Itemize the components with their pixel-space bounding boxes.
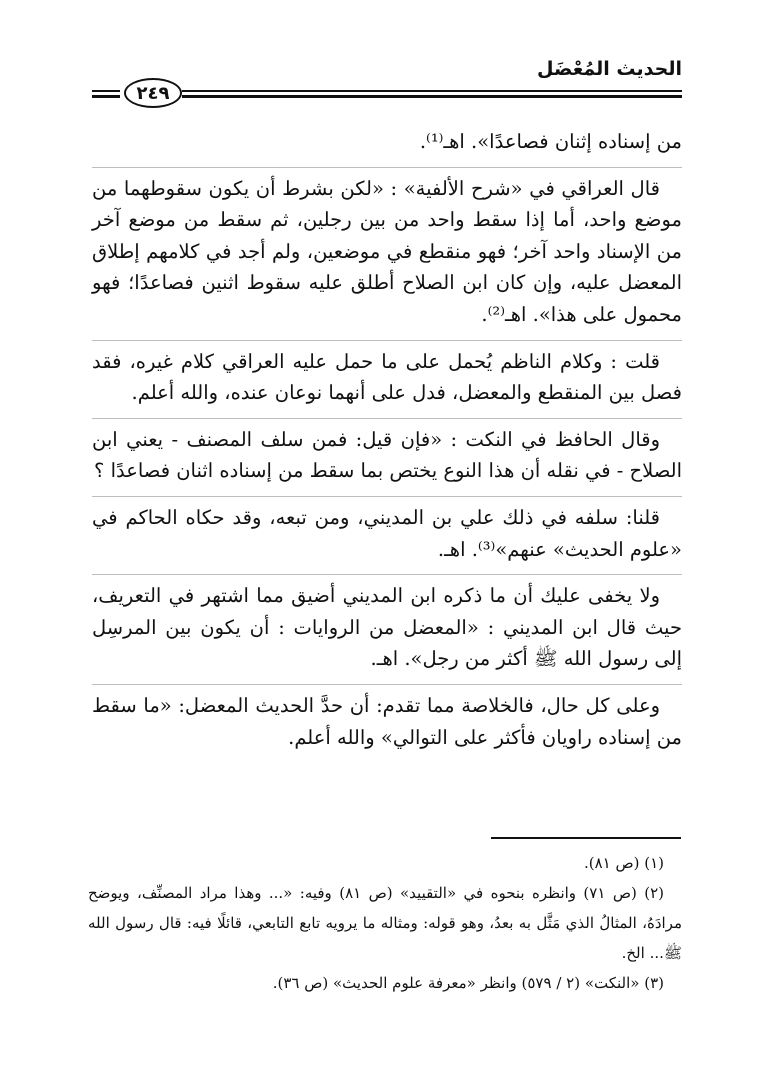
page-number: ٢٤٩ (124, 78, 182, 108)
paragraph: قال العراقي في «شرح الألفية» : «لكن بشرط أن يكون سقوطهما من موضع واحد، أما إذا سقط واحد من بين رجلين، ثم سقط من موضع آخر من الإسناد واحد آخر؛ فهو منقطع في موضعين، ولم أجد في كلامهم إطلاق المعضل عليه، وإن كان ابن الصلاح أطلق عليه سقوط اثنين فصاعدًا؛ فهو محمول على هذا». اهـ⁽²⁾. (92, 167, 682, 331)
footnote: (٣) «النكت» (٢ / ٥٧٩) وانظر «معرفة علوم الحديث» (ص ٣٦). (272, 974, 664, 992)
paragraph: وقال الحافظ في النكت : «فإن قيل: فمن سلف المصنف - يعني ابن الصلاح - في نقله أن هذا النوع يختص بما سقط من إسناده اثنان فصاعدًا ؟ (92, 418, 682, 487)
paragraph: قلنا: سلفه في ذلك علي بن المديني، ومن تبعه، وقد حكاه الحاكم في «علوم الحديث» عنهم»⁽³⁾. اهـ. (92, 496, 682, 565)
paragraph: وعلى كل حال، فالخلاصة مما تقدم: أن حدَّ الحديث المعضل: «ما سقط من إسناده راويان فأكثر على التوالي» والله أعلم. (92, 684, 682, 753)
paragraph: من إسناده إثنان فصاعدًا». اهـ⁽¹⁾. (419, 130, 682, 153)
footnote: (٢) (ص ٧١) وانظره بنحوه في «التقييد» (ص ٨١) وفيه: «... وهذا مراد المصنِّف، ويوضح مرادَهُ، المثالُ الذي مَثَّل به بعدُ، وهو قوله: ومثاله ما يرويه تابع التابعي، قائلًا فيه: قال رسول الله ﷺ... الخ. (88, 884, 682, 962)
footnote: (١) (ص ٨١). (583, 854, 664, 872)
paragraph: ولا يخفى عليك أن ما ذكره ابن المديني أضيق مما اشتهر في التعريف، حيث قال ابن المديني : «المعضل من الروايات : أن يكون بين المرسِل إلى رسول الله ﷺ أكثر من رجل». اهـ. (92, 574, 682, 675)
page-header (92, 58, 682, 108)
header-rule-short (92, 90, 120, 98)
main-text (92, 126, 682, 762)
footnote-divider (491, 837, 681, 839)
footnotes (88, 848, 682, 998)
paragraph: قلت : وكلام الناظم يُحمل على ما حمل عليه العراقي كلام غيره، فقد فصل بين المنقطع والمعضل، فدل على أنهما نوعان عنده، والله أعلم. (92, 340, 682, 409)
running-title: الحديث المُعْضَل (537, 58, 682, 80)
header-rule (182, 90, 682, 98)
